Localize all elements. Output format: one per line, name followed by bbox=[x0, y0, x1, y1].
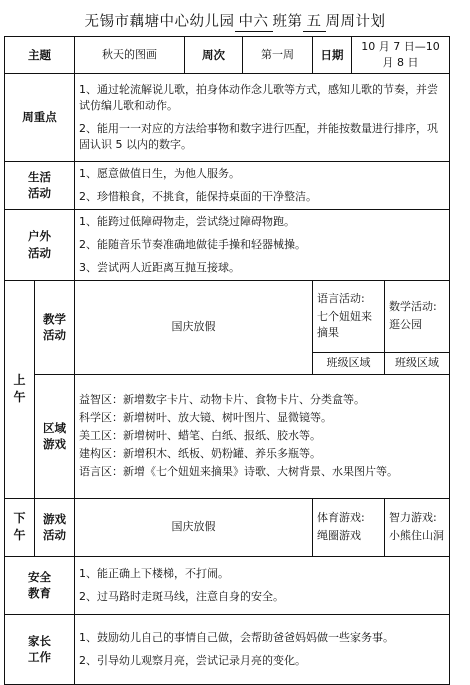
morning-holiday: 国庆放假 bbox=[75, 280, 313, 374]
game-label-a: 游戏 bbox=[43, 511, 66, 526]
safety-content bbox=[75, 556, 450, 614]
morning-label-b: 午 bbox=[13, 390, 26, 405]
zone-label-1: 班级区域 bbox=[313, 352, 385, 374]
safety-label-a: 安全 bbox=[28, 569, 51, 584]
math-activity-body: 逛公园 bbox=[389, 318, 422, 332]
pe-game-body: 绳圈游戏 bbox=[317, 529, 361, 543]
area-line-2: 科学区：新增树叶、放大镜、树叶图片、显微镜等。 bbox=[79, 411, 332, 425]
title-mid: 班第 bbox=[272, 14, 303, 30]
morning-teaching-row bbox=[5, 280, 450, 352]
life-label-b: 活动 bbox=[28, 186, 51, 201]
header-row bbox=[5, 37, 450, 74]
theme-label: 主题 bbox=[5, 37, 75, 74]
focus-row bbox=[5, 73, 450, 161]
outdoor-label-a: 户外 bbox=[28, 229, 51, 244]
pe-game-head: 体育游戏: bbox=[317, 511, 365, 525]
date-value: 10 月 7 日—10 月 8 日 bbox=[352, 37, 450, 74]
life-label-a: 生活 bbox=[28, 169, 51, 184]
title-suffix: 周周计划 bbox=[325, 14, 386, 30]
language-activity bbox=[313, 280, 385, 352]
teaching-label-b: 活动 bbox=[43, 328, 66, 343]
area-line-5: 语言区：新增《七个妞妞来摘果》诗歌、大树背景、水果图片等。 bbox=[79, 465, 398, 479]
language-activity-body: 七个妞妞来摘果 bbox=[317, 310, 372, 340]
home-line-1: 1、鼓励幼儿自己的事情自己做，会帮助爸爸妈妈做一些家务事。 bbox=[79, 630, 394, 644]
home-label bbox=[5, 614, 75, 684]
teaching-label bbox=[35, 280, 75, 374]
week-label: 周次 bbox=[185, 37, 243, 74]
area-line-3: 美工区：新增树叶、蜡笔、白纸、报纸、胶水等。 bbox=[79, 429, 321, 443]
outdoor-line-3: 3、尝试两人近距离互抛互接球。 bbox=[79, 260, 240, 274]
area-label-b: 游戏 bbox=[43, 437, 66, 452]
area-label-a: 区域 bbox=[43, 420, 66, 435]
life-row bbox=[5, 161, 450, 209]
life-label bbox=[5, 161, 75, 209]
home-row bbox=[5, 614, 450, 684]
safety-label bbox=[5, 556, 75, 614]
safety-line-1: 1、能正确上下楼梯，不打闹。 bbox=[79, 566, 229, 580]
focus-line-1: 1、通过轮流解说儿歌，拍身体动作念儿歌等方式，感知儿歌的节奏，并尝试仿编儿歌和动作。 bbox=[79, 83, 438, 112]
language-activity-head: 语言活动: bbox=[317, 292, 365, 306]
afternoon-label-b: 午 bbox=[13, 528, 26, 543]
title-class-name: 中六 bbox=[235, 10, 273, 32]
afternoon-holiday: 国庆放假 bbox=[75, 498, 313, 556]
puzzle-game bbox=[385, 498, 450, 556]
puzzle-game-body: 小熊住山洞 bbox=[389, 529, 444, 543]
zone-label-2: 班级区域 bbox=[385, 352, 450, 374]
outdoor-line-2: 2、能随音乐节奏准确地做徒手操和轻器械操。 bbox=[79, 237, 306, 251]
morning-label bbox=[5, 280, 35, 498]
game-label-b: 活动 bbox=[43, 528, 66, 543]
safety-line-2: 2、过马路时走斑马线，注意自身的安全。 bbox=[79, 589, 284, 603]
pe-game bbox=[313, 498, 385, 556]
game-label bbox=[35, 498, 75, 556]
weekly-plan-table bbox=[4, 36, 450, 685]
focus-line-2: 2、能用一一对应的方法给事物和数字进行匹配，并能按数量进行排序，巩固认识 5 以内的数字。 bbox=[79, 121, 438, 151]
morning-area-row bbox=[5, 374, 450, 498]
safety-row bbox=[5, 556, 450, 614]
home-content bbox=[75, 614, 450, 684]
focus-content bbox=[75, 73, 450, 161]
puzzle-game-head: 智力游戏: bbox=[389, 511, 437, 525]
math-activity-head: 数学活动: bbox=[389, 300, 437, 314]
outdoor-label bbox=[5, 209, 75, 280]
title-week-number: 五 bbox=[303, 10, 326, 32]
outdoor-row bbox=[5, 209, 450, 280]
date-label: 日期 bbox=[313, 37, 352, 74]
life-content bbox=[75, 161, 450, 209]
afternoon-label bbox=[5, 498, 35, 556]
title-prefix: 无锡市藕塘中心幼儿园 bbox=[84, 14, 235, 30]
home-line-2: 2、引导幼儿观察月亮，尝试记录月亮的变化。 bbox=[79, 653, 306, 667]
morning-label-a: 上 bbox=[13, 372, 26, 387]
outdoor-line-1: 1、能跨过低障碍物走，尝试绕过障碍物跑。 bbox=[79, 214, 295, 228]
afternoon-label-a: 下 bbox=[13, 510, 26, 525]
math-activity bbox=[385, 280, 450, 352]
page-title bbox=[0, 10, 470, 32]
teaching-label-a: 教学 bbox=[43, 311, 66, 326]
area-line-4: 建构区：新增积木、纸板、奶粉罐、养乐多瓶等。 bbox=[79, 447, 321, 461]
area-content bbox=[75, 374, 450, 498]
week-value: 第一周 bbox=[243, 37, 313, 74]
life-line-1: 1、愿意做值日生，为他人服务。 bbox=[79, 166, 240, 180]
safety-label-b: 教育 bbox=[28, 586, 51, 601]
life-line-2: 2、珍惜粮食，不挑食，能保持桌面的干净整洁。 bbox=[79, 189, 317, 203]
afternoon-row bbox=[5, 498, 450, 556]
outdoor-label-b: 活动 bbox=[28, 245, 51, 260]
home-label-a: 家长 bbox=[28, 633, 51, 648]
area-label bbox=[35, 374, 75, 498]
outdoor-content bbox=[75, 209, 450, 280]
area-line-1: 益智区：新增数字卡片、动物卡片、食物卡片、分类盒等。 bbox=[79, 393, 365, 407]
theme-value: 秋天的图画 bbox=[75, 37, 185, 74]
focus-label: 周重点 bbox=[5, 73, 75, 161]
home-label-b: 工作 bbox=[28, 650, 51, 665]
